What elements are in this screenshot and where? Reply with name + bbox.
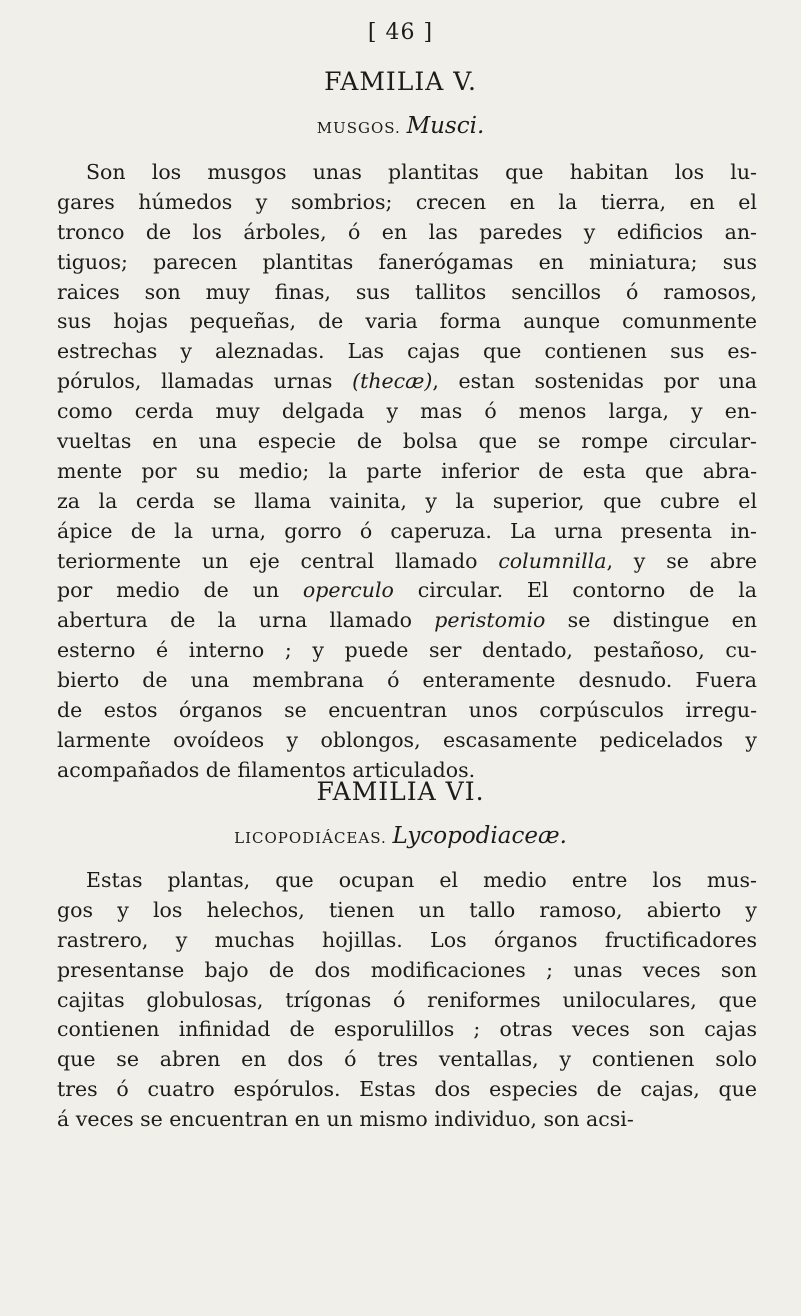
family-5-heading: FAMILIA V. [324,67,477,96]
family-6-paragraph [57,866,757,1135]
text-segment: presentanse bajo de dos modificaciones ; unas veces son [57,957,757,982]
text-segment: larmente ovoídeos y oblongos, escasamente pedicelados y [57,727,757,752]
text-segment: , y se abre [606,548,757,573]
text-line [57,427,757,457]
text-line [57,986,757,1016]
text-line [57,487,757,517]
text-line [57,926,757,956]
page-number: [ 46 ] [367,20,434,45]
text-segment: tronco de los árboles, ó en las paredes y edificios an- [57,219,757,244]
italic-term: columnilla [498,548,607,573]
text-line [57,158,757,188]
text-segment: sus hojas pequeñas, de varia forma aunque comunmente [57,309,757,334]
text-line [57,866,757,896]
text-line [57,1075,757,1105]
text-segment: tiguos; parecen plantitas fanerógamas en miniatura; sus [57,249,757,274]
text-segment: mente por su medio; la parte inferior de esta que abra- [57,458,757,483]
text-line [57,606,757,636]
text-line [57,218,757,248]
text-segment: esterno é interno ; y puede ser dentado, pestañoso, cu- [57,638,757,663]
text-segment: , estan sostenidas por una [432,369,757,394]
text-line [57,337,757,367]
text-segment: Estas plantas, que ocupan el medio entre los mus- [86,868,757,892]
text-line [57,278,757,308]
text-line [57,517,757,547]
text-line [57,726,757,756]
text-segment: bierto de una membrana ó enteramente desnudo. Fuera [57,668,757,693]
text-segment: estrechas y aleznadas. Las cajas que contienen sus es- [57,339,757,364]
text-line [57,457,757,487]
text-segment: cajitas globulosas, trígonas ó reniformes uniloculares, que [57,987,757,1012]
text-segment: se distingue en [545,608,757,633]
text-line [57,397,757,427]
text-line [57,1045,757,1075]
text-segment: que se abren en dos ó tres ventallas, y contienen solo [57,1047,757,1072]
text-line [57,956,757,986]
text-segment: ápice de la urna, gorro ó caperuza. La urna presenta in- [57,518,757,543]
text-segment: abertura de la urna llamado [57,608,435,633]
text-line [57,896,757,926]
text-segment: gos y los helechos, tienen un tallo ramoso, abierto y [57,897,757,922]
text-segment: tres ó cuatro espórulos. Estas dos especies de cajas, que [57,1077,757,1102]
text-segment: á veces se encuentran en un mismo individuo, son acsi- [57,1107,634,1132]
text-segment: circular. El contorno de la [393,578,757,603]
text-line [57,636,757,666]
text-segment: gares húmedos y sombrios; crecen en la tierra, en el [57,189,757,214]
italic-term: (thecæ) [352,369,433,394]
text-segment: acompañados de filamentos articulados. [57,757,476,782]
family-5-paragraph [57,158,757,786]
family-5-subheading [0,113,801,139]
text-line [57,1015,757,1045]
text-line [57,666,757,696]
italic-term: peristomio [434,608,546,633]
text-segment: contienen infinidad de esporulillos ; otras veces son cajas [57,1017,757,1042]
text-line [57,188,757,218]
text-segment: como cerda muy delgada y mas ó menos larga, y en- [57,399,757,424]
family-6-latin-name: Lycopodiaceæ. [392,823,567,849]
text-line [57,367,757,397]
family-6-heading: FAMILIA VI. [316,777,485,806]
text-line [57,547,757,577]
italic-term: operculo [302,578,394,603]
family-6-common-name: LICOPODIÁCEAS. [234,829,387,847]
text-segment: pórulos, llamadas urnas [57,369,353,394]
family-6-subheading [0,823,801,849]
text-segment: raices son muy finas, sus tallitos sencillos ó ramosos, [57,279,757,304]
text-line [57,307,757,337]
family-5-latin-name: Musci. [406,113,485,139]
text-line [57,576,757,606]
text-segment: por medio de un [57,578,303,603]
text-segment: de estos órganos se encuentran unos corpúsculos irregu- [57,698,757,723]
text-segment: za la cerda se llama vainita, y la superior, que cubre el [57,488,757,513]
text-segment: teriormente un eje central llamado [57,548,499,573]
text-line [57,248,757,278]
family-5-common-name: MUSGOS. [316,119,401,137]
text-segment: vueltas en una especie de bolsa que se rompe circular- [57,429,757,454]
text-segment: rastrero, y muchas hojillas. Los órganos fructificadores [57,927,757,952]
text-line [57,1105,757,1135]
text-line [57,696,757,726]
text-segment: Son los musgos unas plantitas que habitan los lu- [86,160,757,184]
